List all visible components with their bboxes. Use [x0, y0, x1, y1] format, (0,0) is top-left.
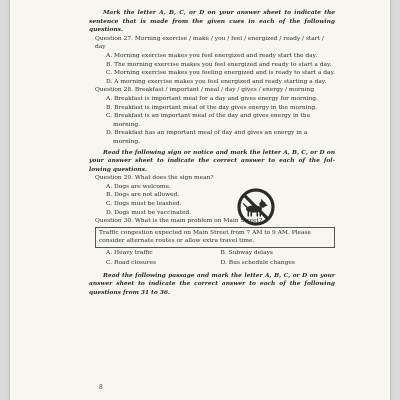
question-30-option-b: B. Subway delays: [220, 249, 273, 256]
question-29-block: [89, 183, 335, 217]
question-28-option-b: B. Breakfast is important meal of the day gives energy in the morning.: [106, 104, 318, 111]
traffic-notice-box: Traffic congestion expected on Main Street from 7 AM to 9 AM. Please consider alternate routes or allow extra travel time.: [95, 227, 335, 248]
no-dogs-sign-icon: [236, 187, 276, 227]
instruction-sentence-cues: Mark the letter A, B, C, or D on your answer sheet to indicate the sentence that is made from the given cues in each of the following questions.: [89, 9, 335, 34]
question-29-option-b: B. Dogs are not allowed.: [106, 192, 180, 199]
question-28-option-a: A. Breakfast is important meal for a day and gives energy for morning.: [106, 95, 318, 102]
instruction-reading-passage: Read the following passage and mark the letter A, B, C, or D on your answer sheet to indicate the correct answer to each of the following questions from 31 to 36.: [89, 271, 335, 297]
instruction-sign-notice: Read the following sign or notice and mark the letter A, B, C, or D on your answer sheet to indicate the correct answer to each of the fol- lowing questions.: [89, 148, 335, 173]
question-28-stem: Question 28. Breakfast / important / meal / day / gives / energy / morning: [95, 87, 315, 94]
question-29-option-a: A. Dogs are welcome.: [106, 183, 171, 190]
question-30-option-c: C. Road closures: [106, 260, 157, 267]
question-29-option-c: C. Dogs must be leashed.: [106, 201, 182, 208]
question-28-option-c: C. Breakfast is an important meal of the day and gives energy in the morning.: [106, 113, 311, 128]
question-30-option-a: A. Heavy traffic: [106, 249, 153, 256]
page-content: [89, 9, 335, 298]
document-page: [10, 0, 390, 400]
page-number: 8: [99, 384, 103, 391]
question-30-option-d: D. Bus schedule changes: [220, 260, 295, 267]
question-27-option-a: A. Morning exercise makes you feel energized and ready start the day.: [106, 52, 318, 59]
question-27-option-b: B. The morning exercise makes you feel energized and ready to start a day.: [106, 61, 332, 68]
question-29-stem: Question 29. What does the sign mean?: [95, 175, 214, 182]
question-29-option-d: D. Dogs must be vaccinated.: [106, 209, 192, 216]
question-30-stem: Question 30. What is the main problem on Main Street?: [95, 218, 263, 225]
question-28-option-d: D. Breakfast has an important meal of day and gives an energy in a morning.: [106, 130, 308, 145]
question-27-option-d: D. A morning exercise makes you feel energized and ready starting a day.: [106, 78, 327, 85]
question-27-option-c: C. Morning exercise makes you feeling energized and is ready to start a day.: [106, 70, 335, 77]
question-30-options: [106, 249, 335, 268]
question-27-stem: Question 27. Morning exercise / make / you / feel / energized / ready / start / day: [95, 35, 324, 51]
